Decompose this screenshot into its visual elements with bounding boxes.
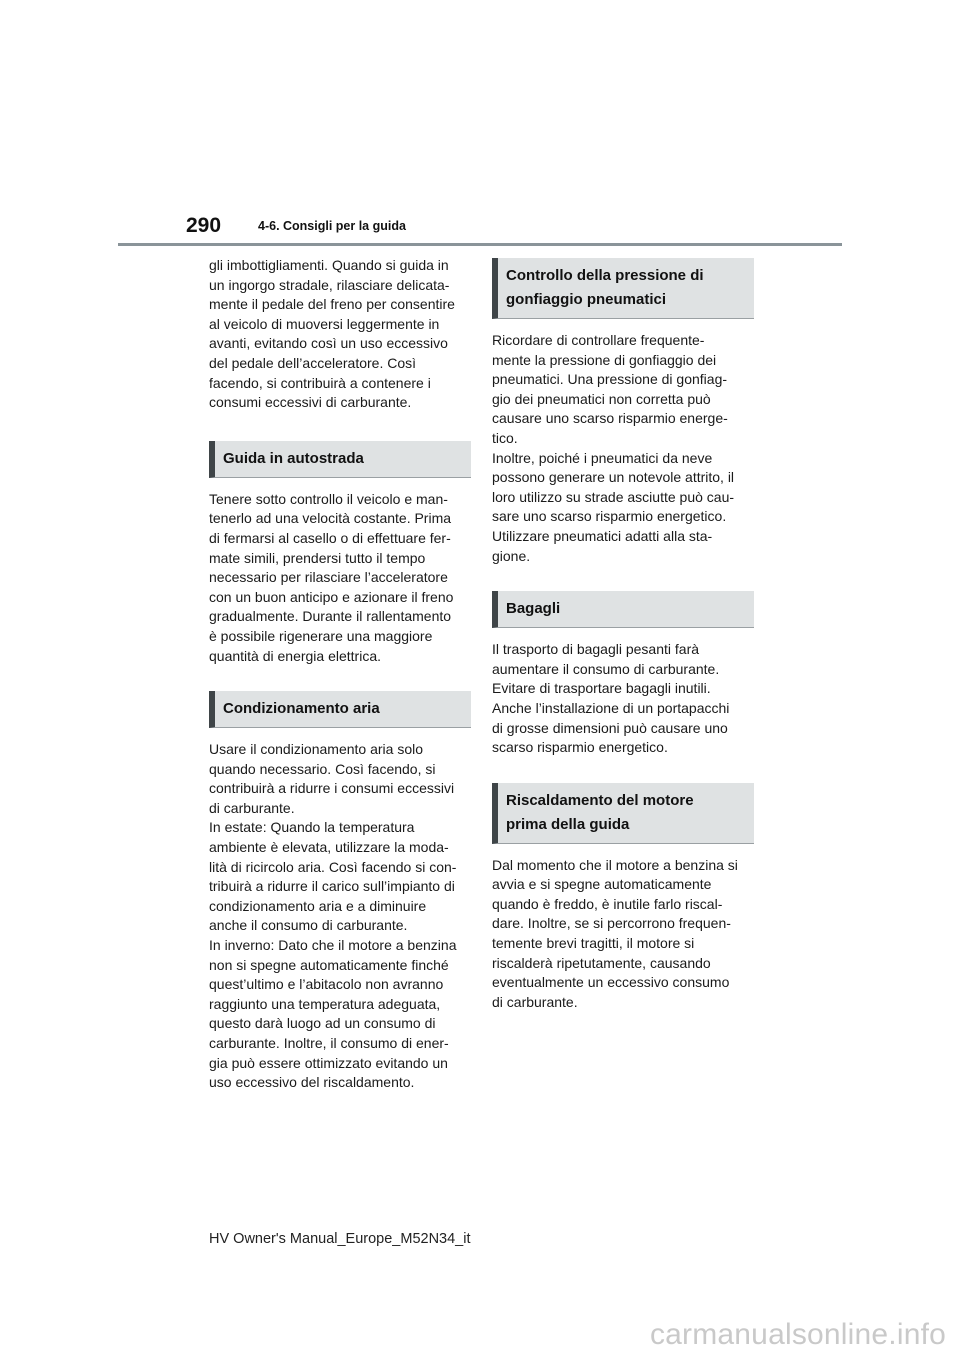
intro-paragraph: gli imbottigliamenti. Quando si guida in un ingorgo stradale, rilasciare delicata- mente il pedale del freno per consentire al veicolo di muoversi leggermente in avanti, evitando così un uso eccessivo del pedale dell’acceleratore. Così facendo, si contribuirà a contenere i consumi eccessivi di carburante. xyxy=(209,257,455,411)
heading-engine-warmup: Riscaldamento del motore prima della guida xyxy=(492,783,754,844)
left-column xyxy=(209,256,471,1093)
section-label: 4-6. Consigli per la guida xyxy=(258,219,406,233)
tyre-pressure-paragraph: Ricordare di controllare frequente- mente la pressione di gonfiaggio dei pneumatici. Una pressione di gonfiag- gio dei pneumatici non corretta può causare uno scarso risparmio energe- tico. Inoltre, poiché i pneumatici da neve possono generare un notevole attrito, il loro utilizzo su strade asciutte può cau- sare uno scarso risparmio energetico. Utilizzare pneumatici adatti alla sta- gione. xyxy=(492,332,735,564)
watermark: carmanualsonline.info xyxy=(649,1318,946,1351)
right-column xyxy=(492,258,754,1012)
heading-luggage: Bagagli xyxy=(492,591,754,628)
heading-air-conditioning: Condizionamento aria xyxy=(209,691,471,728)
luggage-paragraph: Il trasporto di bagagli pesanti farà aumentare il consumo di carburante. Evitare di trasportare bagagli inutili. Anche l’installazione di un portapacchi di grosse dimensioni può causare uno scarso risparmio energetico. xyxy=(492,641,730,756)
highway-paragraph: Tenere sotto controllo il veicolo e man- tenerlo ad una velocità costante. Prima di fermarsi al casello o di effettuare fer- mate simili, prendersi tutto il tempo necessario per rilasciare l’acceleratore con un buon anticipo e azionare il freno gradualmente. Durante il rallentamento è possibile rigenerare una maggiore quantità di energia elettrica. xyxy=(209,490,454,664)
heading-tyre-pressure: Controllo della pressione di gonfiaggio pneumatici xyxy=(492,258,754,319)
heading-highway: Guida in autostrada xyxy=(209,441,471,478)
header-rule xyxy=(118,243,842,246)
footer-manual-id: HV Owner's Manual_Europe_M52N34_it xyxy=(209,1231,471,1247)
engine-warmup-paragraph: Dal momento che il motore a benzina si avvia e si spegne automaticamente quando è freddo, è inutile farlo riscal- dare. Inoltre, se si percorrono frequen- temente brevi tragitti, il motore si riscalderà ripetutamente, causando eventualmente un eccessivo consumo di carburante. xyxy=(492,856,738,1010)
page-number: 290 xyxy=(186,214,222,237)
air-conditioning-paragraph: Usare il condizionamento aria solo quando necessario. Così facendo, si contribuirà a ridurre i consumi eccessivi di carburante. In estate: Quando la temperatura ambiente è elevata, utilizzare la moda- lità di ricircolo aria. Così facendo si con- tribuirà a ridurre il carico sull’impianto di condizionamento aria e a diminuire anche il consumo di carburante. In inverno: Dato che il motore a benzina non si spegne automaticamente finché quest’ultimo e l’abitacolo non avranno raggiunto una temperatura adeguata, questo darà luogo ad un consumo di carburante. Inoltre, il consumo di ener- gia può essere ottimizzato evitando un uso eccessivo del riscaldamento. xyxy=(209,741,457,1091)
